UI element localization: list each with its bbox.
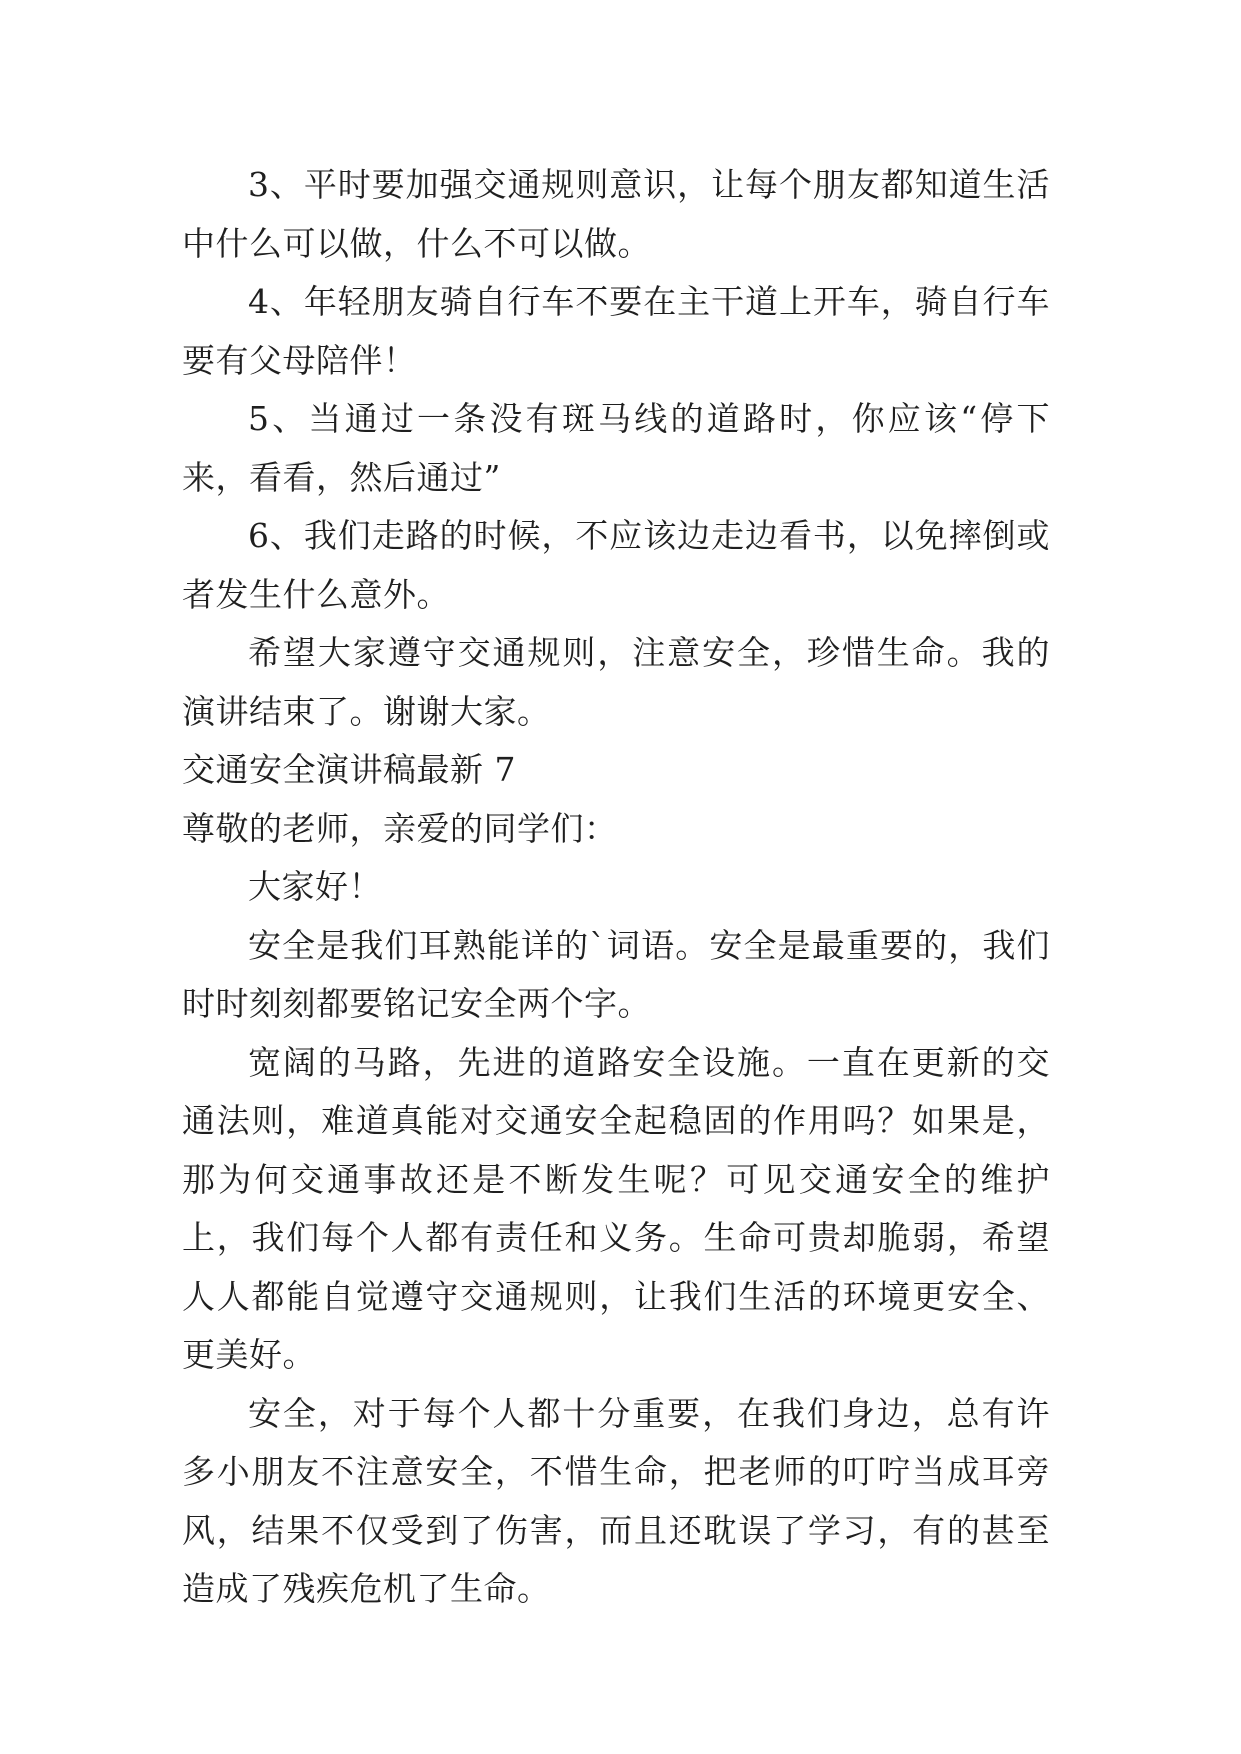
greeting: 大家好！ xyxy=(248,867,382,906)
paragraph-closing: 希望大家遵守交通规则，注意安全，珍惜生命。我的演讲结束了。谢谢大家。 xyxy=(182,633,1050,731)
salutation: 尊敬的老师，亲爱的同学们： xyxy=(182,808,618,848)
paragraph-rule-3: 3、平时要加强交通规则意识，让每个朋友都知道生活中什么可以做，什么不可以做。 xyxy=(182,165,1050,263)
section-heading: 交通安全演讲稿最新 7 xyxy=(182,750,516,789)
paragraph-rule-6: 6、我们走路的时候，不应该边走边看书，以免摔倒或者发生什么意外。 xyxy=(182,516,1050,614)
paragraph-safety-keyword: 安全是我们耳熟能详的`词语。安全是最重要的，我们时时刻刻都要铭记安全两个字。 xyxy=(182,925,1050,1023)
paragraph-rule-5: 5、当通过一条没有斑马线的道路时，你应该“停下来，看看，然后通过” xyxy=(182,399,1050,497)
paragraph-roads-and-rules: 宽阔的马路，先进的道路安全设施。一直在更新的交通法则，难道真能对交通安全起稳固的作用吗？如果是，那为何交通事故还是不断发生呢？可见交通安全的维护上，我们每个人都有责任和义务。生命可贵却脆弱，希望人人都能自觉遵守交通规则，让我们生活的环境更安全、更美好。 xyxy=(182,1042,1050,1374)
paragraph-safety-importance: 安全，对于每个人都十分重要，在我们身边，总有许多小朋友不注意安全，不惜生命，把老师的叮咛当成耳旁风，结果不仅受到了伤害，而且还耽误了学习，有的甚至造成了残疾危机了生命。 xyxy=(182,1393,1050,1608)
paragraph-rule-4: 4、年轻朋友骑自行车不要在主干道上开车，骑自行车要有父母陪伴！ xyxy=(182,282,1050,380)
document-body xyxy=(182,156,1050,1619)
